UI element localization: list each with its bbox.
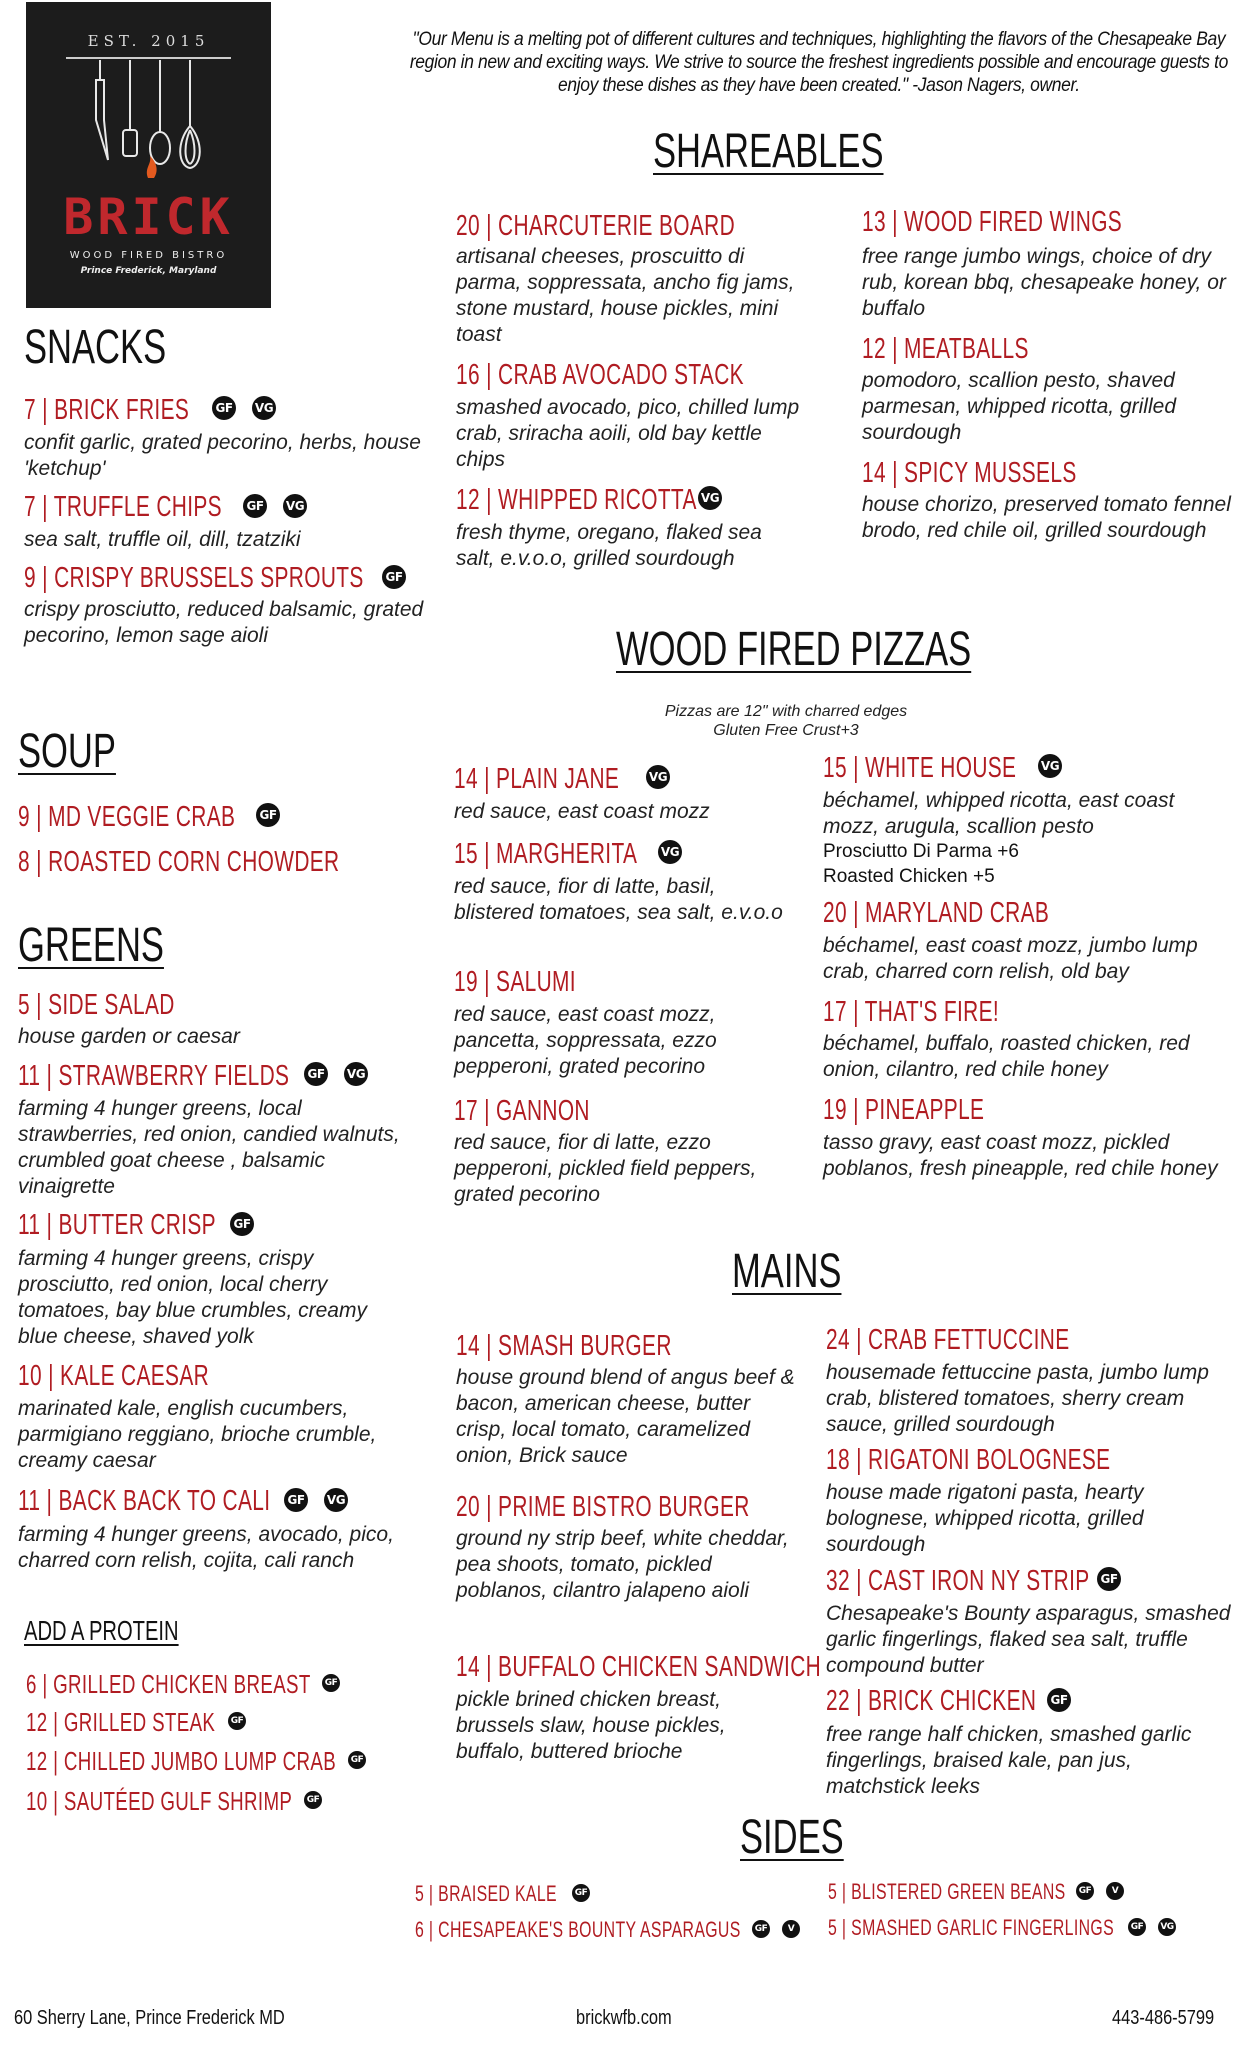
vegan-badge: V	[782, 1920, 800, 1938]
item-title: 11 | STRAWBERRY FIELDS	[18, 1060, 290, 1092]
item-title: 20 | CHARCUTERIE BOARD	[456, 210, 736, 242]
item-title: 16 | CRAB AVOCADO STACK	[456, 359, 744, 391]
item-desc: confit garlic, grated pecorino, herbs, house 'ketchup'	[24, 431, 421, 480]
section-title-shareables: SHAREABLES	[653, 125, 884, 178]
item-title: 24 | CRAB FETTUCCINE	[826, 1324, 1070, 1356]
gluten-free-badge: GF	[322, 1674, 340, 1692]
item-desc: Chesapeake's Bounty asparagus, smashed garlic fingerlings, flaked sea salt, truffle compound butter	[826, 1602, 1231, 1677]
vegetarian-badge: VG	[698, 486, 722, 510]
logo-subtitle: WOOD FIRED BISTRO	[69, 250, 228, 261]
item-desc: pickle brined chicken breast, brussels slaw, house pickles, buffalo, buttered brioche	[456, 1688, 726, 1763]
footer-website[interactable]: brickwfb.com	[576, 2007, 672, 2029]
item-title: 14 | SMASH BURGER	[456, 1330, 672, 1362]
gluten-free-badge: GF	[230, 1212, 254, 1236]
item-desc: house made rigatoni pasta, hearty bolognese, whipped ricotta, grilled sourdough	[826, 1481, 1144, 1556]
item-title: 17 | GANNON	[454, 1095, 590, 1127]
item-title: 11 | BUTTER CRISP	[18, 1209, 216, 1241]
item-desc: marinated kale, english cucumbers, parmigiano reggiano, brioche crumble, creamy caesar	[18, 1397, 377, 1472]
item-title: 20 | MARYLAND CRAB	[823, 897, 1050, 929]
item-desc: red sauce, east coast mozz	[454, 800, 710, 823]
item-title: 19 | SALUMI	[454, 966, 576, 998]
item-title: 7 | BRICK FRIES	[24, 394, 190, 426]
item-title: 10 | KALE CAESAR	[18, 1360, 210, 1392]
vegetarian-badge: VG	[1038, 754, 1062, 778]
add-protein-heading: ADD A PROTEIN	[24, 1615, 179, 1646]
gluten-free-badge: GF	[348, 1751, 366, 1769]
pizza-addon: Roasted Chicken +5	[823, 866, 995, 887]
gluten-free-badge: GF	[243, 494, 267, 518]
item-desc: house chorizo, preserved tomato fennel brodo, red chile oil, grilled sourdough	[862, 493, 1231, 542]
item-title: 14 | BUFFALO CHICKEN SANDWICH	[456, 1651, 822, 1683]
item-title: 12 | WHIPPED RICOTTA	[456, 484, 697, 516]
pizza-note-size: Pizzas are 12" with charred edges	[664, 703, 908, 720]
item-desc: house ground blend of angus beef & bacon, american cheese, butter crisp, local tomato, caramelized onion, Brick sauce	[456, 1366, 795, 1467]
gluten-free-badge: GF	[304, 1791, 322, 1809]
vegan-badge: V	[1106, 1882, 1124, 1900]
protein-item: 10 | SAUTÉED GULF SHRIMP	[26, 1786, 293, 1816]
item-title: 15 | MARGHERITA	[454, 838, 638, 870]
item-desc: housemade fettuccine pasta, jumbo lump crab, blistered tomatoes, sherry cream sauce, grilled sourdough	[826, 1361, 1209, 1436]
gluten-free-badge: GF	[1097, 1567, 1121, 1591]
item-title: 8 | ROASTED CORN CHOWDER	[18, 846, 340, 878]
gluten-free-badge: GF	[284, 1488, 308, 1512]
item-title: 15 | WHITE HOUSE	[823, 752, 1017, 784]
side-item: 6 | CHESAPEAKE'S BOUNTY ASPARAGUS	[415, 1917, 741, 1942]
item-desc: béchamel, whipped ricotta, east coast mozz, arugula, scallion pesto	[823, 789, 1175, 838]
item-desc: red sauce, fior di latte, basil, blistered tomatoes, sea salt, e.v.o.o	[454, 875, 783, 924]
gluten-free-badge: GF	[572, 1884, 590, 1902]
item-title: 13 | WOOD FIRED WINGS	[862, 206, 1123, 238]
item-desc: artisanal cheeses, proscuitto di parma, soppressata, ancho fig jams, stone mustard, house pickles, mini toast	[456, 245, 795, 346]
kitchen-utensils-icon	[66, 60, 231, 180]
item-desc: free range half chicken, smashed garlic fingerlings, braised kale, pan jus, matchstick leeks	[826, 1723, 1192, 1798]
item-title: 11 | BACK BACK TO CALI	[18, 1485, 271, 1517]
item-title: 18 | RIGATONI BOLOGNESE	[826, 1444, 1111, 1476]
pizza-addon: Prosciutto Di Parma +6	[823, 841, 1019, 862]
item-title: 17 | THAT'S FIRE!	[823, 996, 1000, 1028]
gluten-free-badge: GF	[752, 1920, 770, 1938]
item-desc: sea salt, truffle oil, dill, tzatziki	[24, 528, 301, 551]
item-title: 19 | PINEAPPLE	[823, 1094, 985, 1126]
restaurant-logo	[26, 2, 271, 308]
item-desc: farming 4 hunger greens, crispy prosciutto, red onion, local cherry tomatoes, bay blue crumbles, creamy blue cheese, shaved yolk	[18, 1247, 367, 1348]
item-desc: ground ny strip beef, white cheddar, pea shoots, tomato, pickled poblanos, cilantro jalapeno aioli	[456, 1527, 789, 1602]
item-desc: tasso gravy, east coast mozz, pickled poblanos, fresh pineapple, red chile honey	[823, 1131, 1218, 1180]
item-desc: free range jumbo wings, choice of dry rub, korean bbq, chesapeake honey, or buffalo	[862, 245, 1226, 320]
section-title-mains: MAINS	[732, 1245, 842, 1298]
footer-phone[interactable]: 443-486-5799	[1112, 2007, 1215, 2029]
section-title-snacks: SNACKS	[24, 321, 167, 374]
item-title: 9 | MD VEGGIE CRAB	[18, 801, 236, 833]
side-item: 5 | BRAISED KALE	[415, 1881, 557, 1906]
vegetarian-badge: VG	[252, 396, 276, 420]
gluten-free-badge: GF	[228, 1712, 246, 1730]
gluten-free-badge: GF	[212, 396, 236, 420]
section-title-soup: SOUP	[18, 725, 116, 778]
gluten-free-badge: GF	[304, 1062, 328, 1086]
logo-rule	[66, 57, 231, 59]
gluten-free-badge: GF	[1128, 1918, 1146, 1936]
item-title: 32 | CAST IRON NY STRIP	[826, 1565, 1090, 1597]
item-desc: béchamel, buffalo, roasted chicken, red onion, cilantro, red chile honey	[823, 1032, 1190, 1081]
item-desc: smashed avocado, pico, chilled lump crab, sriracha aoili, old bay kettle chips	[456, 396, 800, 471]
owner-quote: "Our Menu is a melting pot of different cultures and techniques, highlighting the flavors of the Chesapeake Bay region in new and exciting ways. We strive to source the freshest ingredients possible and encourage guests to enjoy these dishes as they have been created." -Jason Nagers, owner.	[409, 29, 1228, 96]
logo-location: Prince Frederick, Maryland	[80, 266, 217, 276]
item-desc: farming 4 hunger greens, avocado, pico, charred corn relish, cojita, cali ranch	[18, 1523, 394, 1572]
item-title: 7 | TRUFFLE CHIPS	[24, 491, 222, 523]
item-title: 5 | SIDE SALAD	[18, 989, 175, 1021]
vegetarian-badge: VG	[658, 840, 682, 864]
logo-est: EST. 2015	[87, 32, 210, 50]
side-item: 5 | SMASHED GARLIC FINGERLINGS	[828, 1915, 1115, 1940]
item-desc: farming 4 hunger greens, local strawberries, red onion, candied walnuts, crumbled goat cheese , balsamic vinaigrette	[18, 1097, 400, 1198]
gluten-free-badge: GF	[256, 803, 280, 827]
item-desc: pomodoro, scallion pesto, shaved parmesan, whipped ricotta, grilled sourdough	[862, 369, 1176, 444]
section-title-sides: SIDES	[740, 1811, 844, 1864]
item-title: 12 | MEATBALLS	[862, 333, 1029, 365]
protein-item: 12 | CHILLED JUMBO LUMP CRAB	[26, 1746, 337, 1776]
item-desc: red sauce, east coast mozz, pancetta, soppressata, ezzo pepperoni, grated pecorino	[454, 1003, 717, 1078]
item-desc: crispy prosciutto, reduced balsamic, grated pecorino, lemon sage aioli	[24, 598, 424, 647]
item-desc: red sauce, fior di latte, ezzo pepperoni, pickled field peppers, grated pecorino	[454, 1131, 757, 1206]
section-title-pizzas: WOOD FIRED PIZZAS	[616, 623, 972, 676]
item-title: 14 | SPICY MUSSELS	[862, 457, 1077, 489]
gluten-free-badge: GF	[382, 565, 406, 589]
vegetarian-badge: VG	[283, 494, 307, 518]
section-title-greens: GREENS	[18, 919, 164, 972]
item-title: 22 | BRICK CHICKEN	[826, 1685, 1037, 1717]
side-item: 5 | BLISTERED GREEN BEANS	[828, 1879, 1066, 1904]
vegetarian-badge: VG	[646, 765, 670, 789]
gluten-free-badge: GF	[1076, 1882, 1094, 1900]
item-title: 20 | PRIME BISTRO BURGER	[456, 1491, 750, 1523]
footer-address: 60 Sherry Lane, Prince Frederick MD	[14, 2007, 285, 2029]
item-title: 14 | PLAIN JANE	[454, 763, 620, 795]
item-title: 9 | CRISPY BRUSSELS SPROUTS	[24, 562, 364, 594]
gluten-free-badge: GF	[1047, 1688, 1071, 1712]
item-desc: béchamel, east coast mozz, jumbo lump crab, charred corn relish, old bay	[823, 934, 1198, 983]
pizza-note-gluten-free: Gluten Free Crust+3	[713, 722, 859, 739]
item-desc: house garden or caesar	[18, 1025, 240, 1048]
vegetarian-badge: VG	[344, 1062, 368, 1086]
vegetarian-badge: VG	[1158, 1918, 1176, 1936]
item-desc: fresh thyme, oregano, flaked sea salt, e.v.o.o, grilled sourdough	[456, 521, 762, 570]
protein-item: 12 | GRILLED STEAK	[26, 1707, 216, 1737]
vegetarian-badge: VG	[324, 1488, 348, 1512]
protein-item: 6 | GRILLED CHICKEN BREAST	[26, 1669, 311, 1699]
logo-wordmark: BRICK	[63, 188, 234, 246]
